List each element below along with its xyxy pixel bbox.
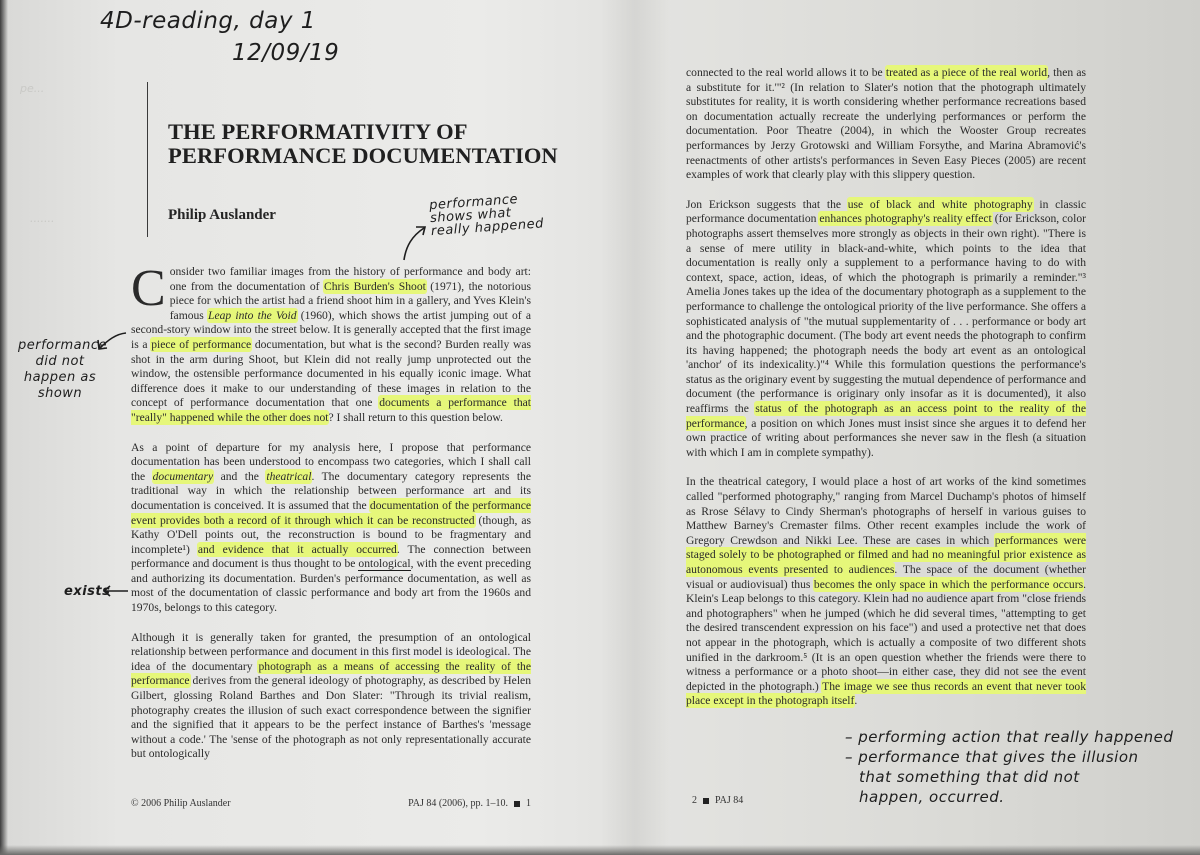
article-author: Philip Auslander — [168, 207, 276, 223]
arrow-up-icon — [400, 222, 430, 262]
text: , with the event preceding and authorizing its documentation. Burden's performance documentation, as well as most of the documentation of classic performance and body art from the 1960s and 1970s, belongs to this category. — [131, 557, 531, 615]
text: . The space of the document (whether visual or audiovisual) thus — [686, 563, 1086, 591]
highlight: The image we see thus records an event that never took place except in the photograph itself — [686, 679, 1086, 708]
text: connected to the real world allows it to be — [686, 66, 886, 79]
text: ? I shall return to this question below. — [328, 410, 503, 424]
text: Jon Erickson suggests that the — [686, 197, 848, 211]
handwritten-note-exists: exists — [64, 584, 111, 599]
highlight: Chris Burden's Shoot — [324, 279, 426, 293]
text: and the — [213, 469, 267, 483]
handwritten-note-top: performance shows what really happened — [428, 192, 545, 240]
highlight: enhances photography's reality effect — [819, 212, 992, 226]
title-line: THE PERFORMATIVITY OF — [168, 119, 468, 144]
note-right-line: happen, occurred. — [859, 788, 1005, 806]
paragraph — [131, 631, 531, 762]
right-page-footer — [692, 795, 743, 806]
handwritten-note-left: performance did not happen as shown — [18, 338, 107, 401]
handwritten-date: 12/09/19 — [232, 40, 340, 66]
paragraph — [131, 441, 531, 616]
text: . The connection between performance and document is thus thought to be — [131, 542, 531, 571]
note-right-line: – performing action that really happened — [845, 728, 1174, 746]
text: (1971), the notorious piece for which the artist had a friend shoot him in a gallery, and Yves Klein's famous — [169, 279, 531, 322]
text: in classic performance documentation — [686, 197, 1087, 226]
text: . The documentary category represents the traditional way in which the relationship between performance art and its documentation is conceived. It is assumed that the — [131, 469, 531, 512]
highlight: documentary — [152, 469, 214, 483]
text: , then as a substitute for it.'"² (In relation to Slater's notion that the photograph ultimately substitutes for reality, it is worth considering whether performance recreations based on documentation actually recreate the underlying performances or perform the documentation. Poor Theatre (2004), in which the Wooster Group recreates performances by Jerzy Grotowski and William Forsythe, and Marina Abramović's reenactments of other artists's performances in Seven Easy Pieces (2005) are recent examples of work that clearly play with this slippery question. — [686, 66, 1086, 182]
text: (1960), which shows the artist jumping out of a second-story window into the street below. It is generally accepted that the first image is a — [131, 308, 531, 351]
square-bullet-icon — [703, 798, 709, 804]
page-edge-shadow — [0, 0, 8, 855]
paragraph — [131, 260, 532, 426]
text: derives from the general ideology of photography, as described by Helen Gilbert, glossing Roland Barthes and Don Slater: "Through its trivial realism, photography creates the illusion of such exact correspondence between the signifier and the signified that it appears to be the perfect instance of Barthes's 'message without a code.' The 'sense of the photograph as not only representationally accurate but ontologically — [131, 674, 531, 761]
note-right-line: that something that did not — [859, 768, 1080, 786]
paragraph — [686, 198, 1086, 461]
text: (though, as Kathy O'Dell points out, the reconstruction is bound to be fragmentary and incomplete¹) — [131, 513, 531, 556]
journal-footer — [395, 798, 531, 809]
article-title — [168, 120, 558, 168]
text: onsider two familiar images from the history of performance and body art: one from the documentation of — [169, 265, 531, 293]
page-bottom-shadow — [0, 845, 1200, 855]
handwritten-heading: 4D-reading, day 1 — [100, 8, 316, 34]
journal-citation: PAJ 84 (2006), pp. 1–10. — [408, 798, 508, 809]
highlight: documentation of the performance event provides both a record of it through which it can be reconstructed — [131, 498, 531, 527]
highlight: piece of performance — [151, 337, 252, 351]
page-number: 2 — [692, 795, 697, 806]
text: documentation, but what is the second? Burden really was shot in the arm during Shoot, but Klein did not really jump unprotected out the window, the ostensible performance documented in his equally iconic image. What difference does it make to our understanding of these images in relation to the concept of performance documentation that one — [131, 337, 531, 410]
highlight: treated as a piece of the real world — [885, 66, 1048, 79]
highlight: use of black and white photography — [847, 197, 1033, 211]
note-right-line: – performance that gives the illusion — [845, 748, 1139, 766]
text: , a position on which Jones must insist since she argues it to defend her own practice of writing about performances she never saw in the flesh (a situation with which I am in complete sympathy). — [686, 416, 1086, 459]
underlined-word: ontological — [358, 557, 411, 571]
highlight: photograph as a means of accessing the reality of the performance — [131, 659, 531, 688]
text: . Klein's Leap belongs to this category. Klein had no audience apart from "close friends and photographers" when he jumped (which he did several times, "attempting to get the desired transcendent expression on his face") and used a protective net that does not appear in the photograph, which is actually a composite of two different shots unified in the darkroom.⁵ (It is an open question whether the friends were there to witness a performance or a photo shoot—in either case, they did not see the event depicted in the photograph.) — [686, 577, 1086, 693]
text: . — [854, 694, 858, 708]
highlight: documents a performance that "really" happened while the other does not — [131, 396, 532, 424]
copyright-footer: © 2006 Philip Auslander — [131, 798, 231, 809]
highlight: and evidence that it actually occurred — [197, 542, 397, 556]
arrow-left-icon — [101, 584, 129, 598]
text: (for Erickson, color photographs assert themselves more strongly as objects in their own right). "There is a sense of mere utility in black-and-white, which points to the idea that documentation is really only a supplement to a performance having to do with context, space, action, ideas, of which the photograph is primarily a reminder."³ Amelia Jones takes up the idea of the documentary photograph as a supplement to the performance to challenge the ontological priority of the live performance. She offers a sophisticated analysis of "the mutual supplementarity of . . . performance or body art and the photographic document. (The body art event needs the photograph to confirm its having happened; the photograph needs the body art event as an ontological 'anchor' of its indexicality.)"⁴ While this formulation questions the performance's status as the originary event by suggesting the mutual dependence of performance and document (the performance is originary only insofar as it is documented), it also reaffirms the — [686, 212, 1086, 416]
bleed-through-text: pe... — [20, 82, 45, 95]
page-number: 1 — [526, 798, 531, 809]
square-bullet-icon — [514, 801, 520, 807]
highlight: status of the photograph as an access point to the reality of the performance — [686, 402, 1086, 430]
title-rule — [147, 82, 148, 237]
text: In the theatrical category, I would place a host of art works of the kind sometimes called "performed photography," ranging from Marcel Duchamp's photos of himself as Rrose Sélavy to Cindy Sherman's photographs of herself in various guises to Matthew Barney's Cremaster films. Other recent examples include the work of Gregory Crewdson and Nikki Lee. These are cases in which — [686, 475, 1086, 547]
paragraph — [686, 66, 1086, 183]
paragraph — [686, 475, 1086, 709]
right-page-body — [686, 66, 1086, 724]
highlight: performances were staged solely to be photographed or filmed and had no meaningful prior existence as autonomous events presented to audiences — [686, 533, 1086, 576]
title-line: PERFORMANCE DOCUMENTATION — [168, 143, 558, 168]
highlight: becomes the only space in which the performance occurs — [813, 577, 1084, 591]
book-spine-fold — [600, 0, 670, 855]
journal-name: PAJ 84 — [715, 795, 744, 806]
highlight: Leap into the Void — [208, 308, 297, 322]
drop-cap: C — [131, 260, 166, 317]
text: As a point of departure for my analysis here, I propose that performance documentation has been understood to encompass two categories, which I shall call the — [131, 440, 531, 483]
bleed-through-text: ....... — [30, 212, 55, 225]
arrow-down-left-icon — [94, 330, 128, 352]
left-page-body — [131, 260, 532, 777]
text: Although it is generally taken for granted, the presumption of an ontological relationship between performance and document in this first model is ideological. The idea of the documentary — [131, 630, 531, 673]
handwritten-note-right — [845, 727, 1200, 807]
highlight: theatrical — [266, 469, 312, 483]
